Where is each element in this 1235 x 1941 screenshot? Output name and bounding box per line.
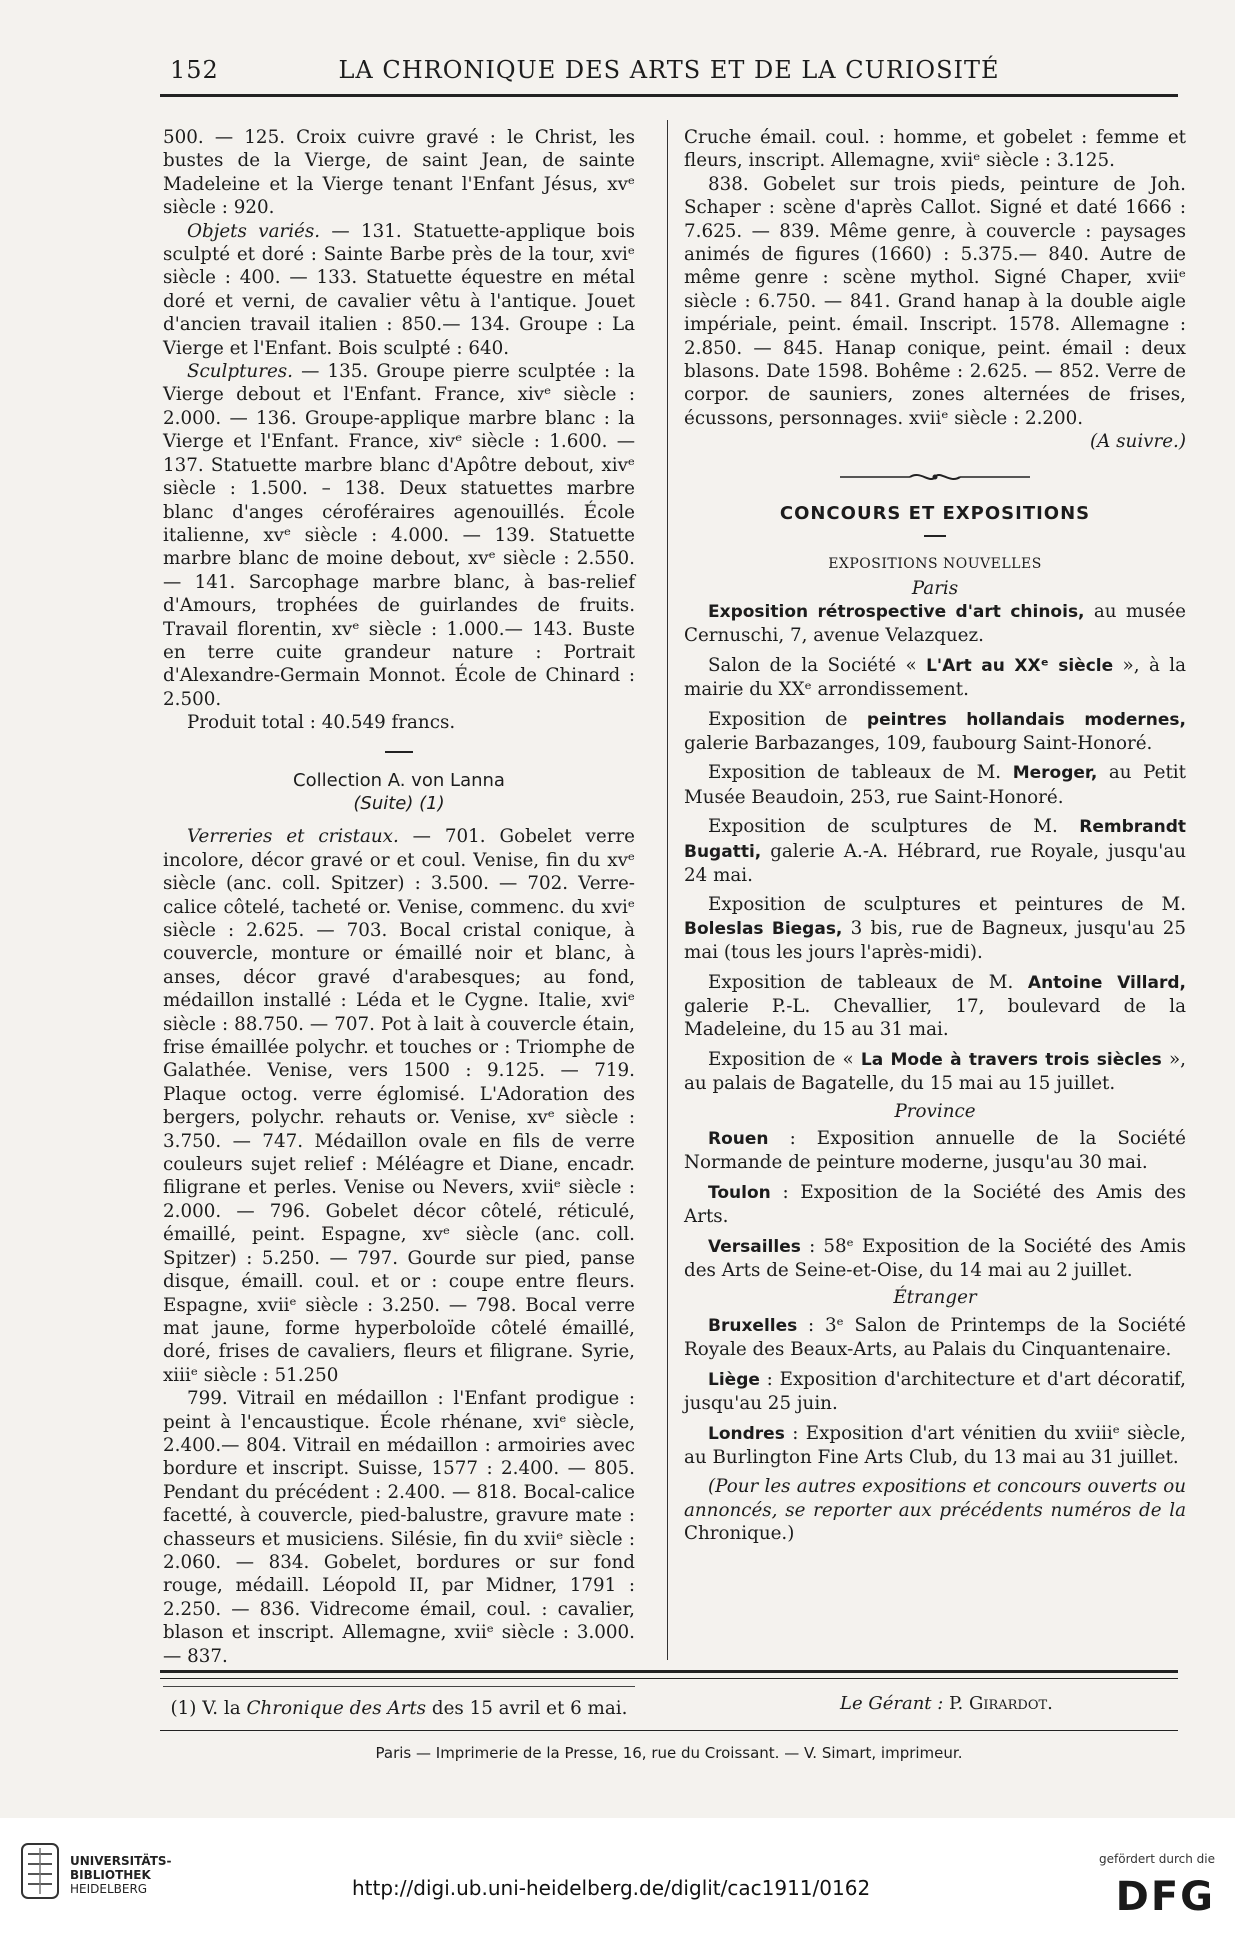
funded-by-label: gefördert durch die [1099,1852,1215,1866]
exhibition-entry: Exposition rétrospective d'art chinois, au musée Cernuschi, 7, avenue Velazquez. [684,600,1186,647]
paragraph: 799. Vitrail en médaillon : l'Enfant prodigue : peint à l'encaustique. École rhénane, xviᵉ siècle, 2.400.— 804. Vitrail en médaillon : armoiries avec bordure et inscript. Suisse, 1577 : 2.400. — 805. Pendant du précédent : 2.400. — 818. Bocal-calice facetté, à couvercle, pied-balustre, gravure mate : chasseurs et musiciens. Silésie, fin du xviiᵉ siècle : 2.060. — 834. Gobelet, bordures or sur fond rouge, médaill. Léopold II, par Midner, 1791 : 2.250. — 836. Vidrecome émail, coul. : cavalier, blason et inscript. Allemagne, xviiᵉ siècle : 3.000. — 837. [163,1388,635,1667]
exhibition-entry: Liège : Exposition d'architecture et d'art décoratif, jusqu'au 25 juin. [684,1368,1186,1415]
paragraph: 838. Gobelet sur trois pieds, peinture de Joh. Schaper : scène d'après Callot. Signé et daté 1666 : 7.625. — 839. Même genre, à couvercle : paysages animés de figures (1660) : 5.375.— 840. Autre de même genre : scène mythol. Signé Chaper, xviiᵉ siècle : 6.750. — 841. Grand hanap à la double aigle impériale, peint. émail. Inscript. 1578. Allemagne : 2.850. — 845. Hanap conique, peint. émail : deux blasons. Date 1598. Bohême : 2.625. — 852. Verre de corpor. de sauniers, zones alternées de frises, écussons, personnages. xviiᵉ siècle : 2.200. [684,173,1186,429]
region-heading: Province [894,1100,976,1122]
region-heading: Étranger [893,1287,977,1309]
to-be-continued: (A suivre.) [1090,431,1186,453]
paragraph: 500. — 125. Croix cuivre gravé : le Christ, les bustes de la Vierge, de saint Jean, de sainte Madeleine et la Vierge tenant l'Enfant Jésus, xvᵉ siècle : 920. [163,127,635,219]
page-number: 152 [170,56,219,84]
digitization-footer [0,1818,1235,1941]
left-column [163,126,635,1720]
footnote-rule [163,1686,635,1687]
paragraph: Verreries et cristaux. — 701. Gobelet verre incolore, décor gravé or et coul. Venise, fin du xvᵉ siècle (anc. coll. Spitzer) : 3.500. — 702. Verre-calice côtelé, tacheté or. Venise, commenc. du xviᵉ siècle : 2.625. — 703. Bocal cristal conique, à couvercle, monture or émaillé noir et blanc, à anses, décor gravé d'arabesques; au fond, médaillon installé : Léda et le Cygne. Italie, xviᵉ siècle : 88.750. — 707. Pot à lait à couvercle étain, frise émaillée polychr. et touches or : Triomphe de Galathée. Venise, vers 1500 : 9.125. — 719. Plaque octog. verre églomisé. L'Adoration des bergers, polychr. rehauts or. Venise, xvᵉ siècle : 3.750. — 747. Médaillon ovale en fils de verre couleurs sujet relief : Méléagre et Diane, encadr. filigrane et perles. Venise ou Nevers, xviiᵉ siècle : 2.000. — 796. Gobelet décor côtelé, réticulé, émaillé, peint. Espagne, xvᵉ siècle (anc. coll. Spitzer) : 5.250. — 797. Gourde sur pied, panse disque, émaill. coul. et or : coupe entre fleurs. Espagne, xviiᵉ siècle : 3.250. — 798. Bocal verre mat jaune, forme hyperboloïde côtelé émaillé, doré, frises de cavaliers, fleurs et filigrane. Syrie, xiiiᵉ siècle : 51.250 [163,826,635,1386]
right-column [684,126,1186,1546]
short-divider [924,535,946,537]
header-rule [160,94,1178,97]
bottom-rule [160,1678,1178,1679]
region-heading: Paris [911,577,959,599]
imprint-rule [160,1730,1178,1731]
ornament-icon [835,470,1035,484]
printer-imprint: Paris — Imprimerie de la Presse, 16, rue du Croissant. — V. Simart, imprimeur. [375,1744,963,1762]
library-name: UNIVERSITÄTS- BIBLIOTHEK HEIDELBERG [70,1854,172,1896]
exhibition-entry: Toulon : Exposition de la Société des Amis des Arts. [684,1181,1186,1228]
exhibition-entry: Bruxelles : 3ᵉ Salon de Printemps de la Société Royale des Beaux-Arts, au Palais du Cinquantenaire. [684,1314,1186,1361]
exhibition-entry: Rouen : Exposition annuelle de la Société Normande de peinture moderne, jusqu'au 30 mai. [684,1128,1186,1174]
page-title: LA CHRONIQUE DES ARTS ET DE LA CURIOSITÉ [338,56,1000,84]
dfg-logo: DFG [1115,1874,1215,1920]
closing-note: (Pour les autres expositions et concours ouverts ou annoncés, se reporter aux précédents numéros de la Chronique.) [684,1476,1186,1545]
source-link[interactable]: http://digi.ub.uni-heidelberg.de/diglit/cac1911/0162 [352,1876,871,1900]
exhibition-entry: Exposition de peintres hollandais modernes, galerie Barbazanges, 109, faubourg Saint-Honoré. [684,708,1186,754]
footnote: (1) V. la Chronique des Arts des 15 avril et 6 mai. [170,1698,628,1719]
subsection-title: EXPOSITIONS NOUVELLES [828,556,1042,573]
section-label: Objets variés. [187,220,321,242]
exhibition-entry: Exposition de tableaux de M. Antoine Villard, galerie P.-L. Chevallier, 17, boulevard de la Madeleine, du 15 au 31 mai. [684,971,1186,1041]
section-title: CONCOURS ET EXPOSITIONS [779,502,1091,524]
paragraph: Objets variés. — 131. Statuette-applique bois sculpté et doré : Sainte Barbe près de la tour, xviᵉ siècle : 400. — 133. Statuette équestre en métal doré et verni, de cavalier vêtu à l'antique. Jouet d'ancien travail italien : 850.— 134. Groupe : La Vierge et l'Enfant. Bois sculpté : 640. [163,220,635,359]
exhibition-entry: Londres : Exposition d'art vénitien du xviiiᵉ siècle, au Burlington Fine Arts Club, du 13 mai au 31 juillet. [684,1422,1186,1468]
section-label: Verreries et cristaux. [187,826,399,848]
paragraph: Sculptures. — 135. Groupe pierre sculptée : la Vierge debout et l'Enfant. France, xivᵉ siècle : 2.000. — 136. Groupe-applique marbre blanc : la Vierge et l'Enfant. France, xivᵉ siècle : 1.600. — 137. Statuette marbre blanc d'Apôtre debout, xivᵉ siècle : 1.500. – 138. Deux statuettes marbre blanc d'anges céroféraires agenouillés. École italienne, xvᵉ siècle : 4.000. — 139. Statuette marbre blanc de moine debout, xvᵉ siècle : 2.550. — 141. Sarcophage marbre blanc, à bas-relief d'Amours, trophées de guirlandes de fruits. Travail florentin, xvᵉ siècle : 1.000.— 143. Buste en terre cuite grandeur nature : Portrait d'Alexandre-Germain Monnot. École de Chinard : 2.500. [163,361,635,710]
manager-signature: Le Gérant : P. Girardot. [840,1693,1053,1714]
section-title: Collection A. von Lanna [293,769,505,791]
exhibition-entry: Exposition de tableaux de M. Meroger, au Petit Musée Beaudoin, 253, rue Saint-Honoré. [684,762,1186,808]
bottom-rule [160,1670,1178,1673]
paragraph: Produit total : 40.549 francs. [187,712,456,734]
paragraph: Cruche émail. coul. : homme, et gobelet : femme et fleurs, inscript. Allemagne, xviiᵉ siècle : 3.125. [684,127,1186,172]
section-label: Sculptures. [187,361,293,383]
exhibition-entry: Exposition de sculptures de M. Rembrandt Bugatti, galerie A.-A. Hébrard, rue Royale, jusqu'au 24 mai. [684,816,1186,886]
short-divider [385,751,413,753]
exhibition-entry: Exposition de « La Mode à travers trois siècles », au palais de Bagatelle, du 15 mai au 15 juillet. [684,1048,1186,1095]
section-subtitle: (Suite) (1) [353,792,445,814]
column-divider [667,120,668,1660]
exhibition-entry: Exposition de sculptures et peintures de M. Boleslas Biegas, 3 bis, rue de Bagneux, jusqu'au 25 mai (tous les jours l'après-midi). [684,894,1186,964]
exhibition-entry: Versailles : 58ᵉ Exposition de la Société des Amis des Arts de Seine-et-Oise, du 14 mai au 2 juillet. [684,1235,1186,1282]
exhibition-entry: Salon de la Société « L'Art au XXᵉ siècle », à la mairie du XXᵉ arrondissement. [684,654,1186,701]
university-seal-icon [20,1840,60,1902]
